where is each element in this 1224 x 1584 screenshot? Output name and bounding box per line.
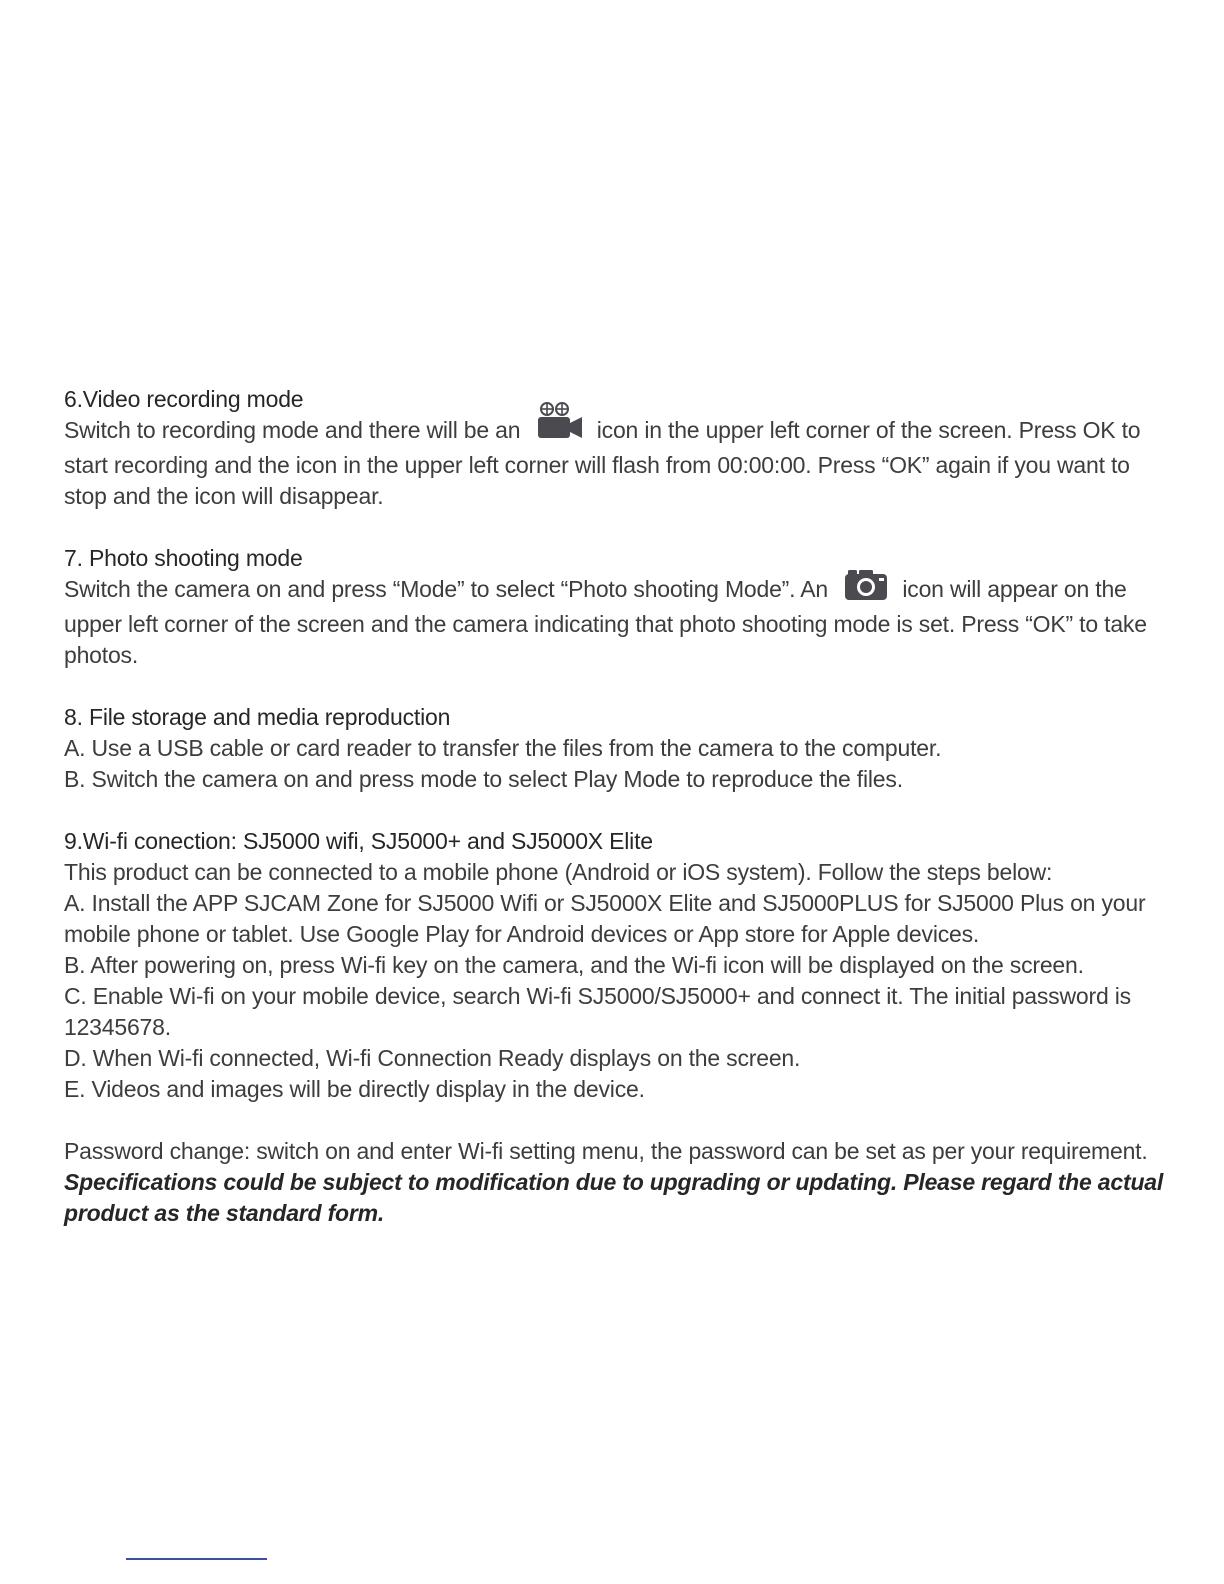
list-item: B. After powering on, press Wi-fi key on the camera, and the Wi-fi icon will be displayed on the screen.	[64, 952, 1084, 978]
section-heading: 6.Video recording mode	[64, 386, 304, 412]
section-paragraph	[64, 415, 1164, 512]
paragraph-text: Switch to recording mode and there will be an	[64, 417, 527, 443]
section-photo-shooting	[64, 543, 1164, 671]
photo-camera-icon	[844, 577, 888, 609]
paragraph-text: icon in the upper left corner of the screen. Press OK to start recording and the icon in the upper left corner will flash from 00:00:00. Press “OK” again if you want to stop and the icon will disappear.	[64, 417, 1141, 509]
section-file-storage	[64, 702, 1164, 795]
video-camera-icon	[537, 416, 583, 450]
list-item: B. Switch the camera on and press mode to select Play Mode to reproduce the files.	[64, 766, 903, 792]
document-body	[64, 384, 1164, 1229]
list-item: C. Enable Wi-fi on your mobile device, search Wi-fi SJ5000/SJ5000+ and connect it. The initial password is 12345678.	[64, 983, 1131, 1040]
password-note: Password change: switch on and enter Wi-fi setting menu, the password can be set as per your requirement.	[64, 1138, 1148, 1164]
section-paragraph	[64, 574, 1164, 671]
list-item: A. Install the APP SJCAM Zone for SJ5000 Wifi or SJ5000X Elite and SJ5000PLUS for SJ5000 Plus on your mobile phone or tablet. Use Google Play for Android devices or App store for Apple devices.	[64, 890, 1146, 947]
list-item: This product can be connected to a mobile phone (Android or iOS system). Follow the steps below:	[64, 859, 1053, 885]
footer-rule	[126, 1558, 267, 1560]
paragraph-text: icon will appear on the upper left corner of the screen and the camera indicating that photo shooting mode is set. Press “OK” to take photos.	[64, 576, 1147, 668]
section-notes	[64, 1136, 1164, 1229]
section-heading: 9.Wi-fi conection: SJ5000 wifi, SJ5000+ and SJ5000X Elite	[64, 828, 653, 854]
list-item: A. Use a USB cable or card reader to transfer the files from the camera to the computer.	[64, 735, 942, 761]
specifications-note: Specifications could be subject to modification due to upgrading or updating. Please regard the actual product as the standard form.	[64, 1169, 1164, 1226]
section-video-recording	[64, 384, 1164, 512]
section-heading: 8. File storage and media reproduction	[64, 704, 451, 730]
section-wifi-connection	[64, 826, 1164, 1105]
list-item: E. Videos and images will be directly display in the device.	[64, 1076, 645, 1102]
section-heading: 7. Photo shooting mode	[64, 545, 303, 571]
list-item: D. When Wi-fi connected, Wi-fi Connection Ready displays on the screen.	[64, 1045, 801, 1071]
paragraph-text: Switch the camera on and press “Mode” to select “Photo shooting Mode”. An	[64, 576, 835, 602]
